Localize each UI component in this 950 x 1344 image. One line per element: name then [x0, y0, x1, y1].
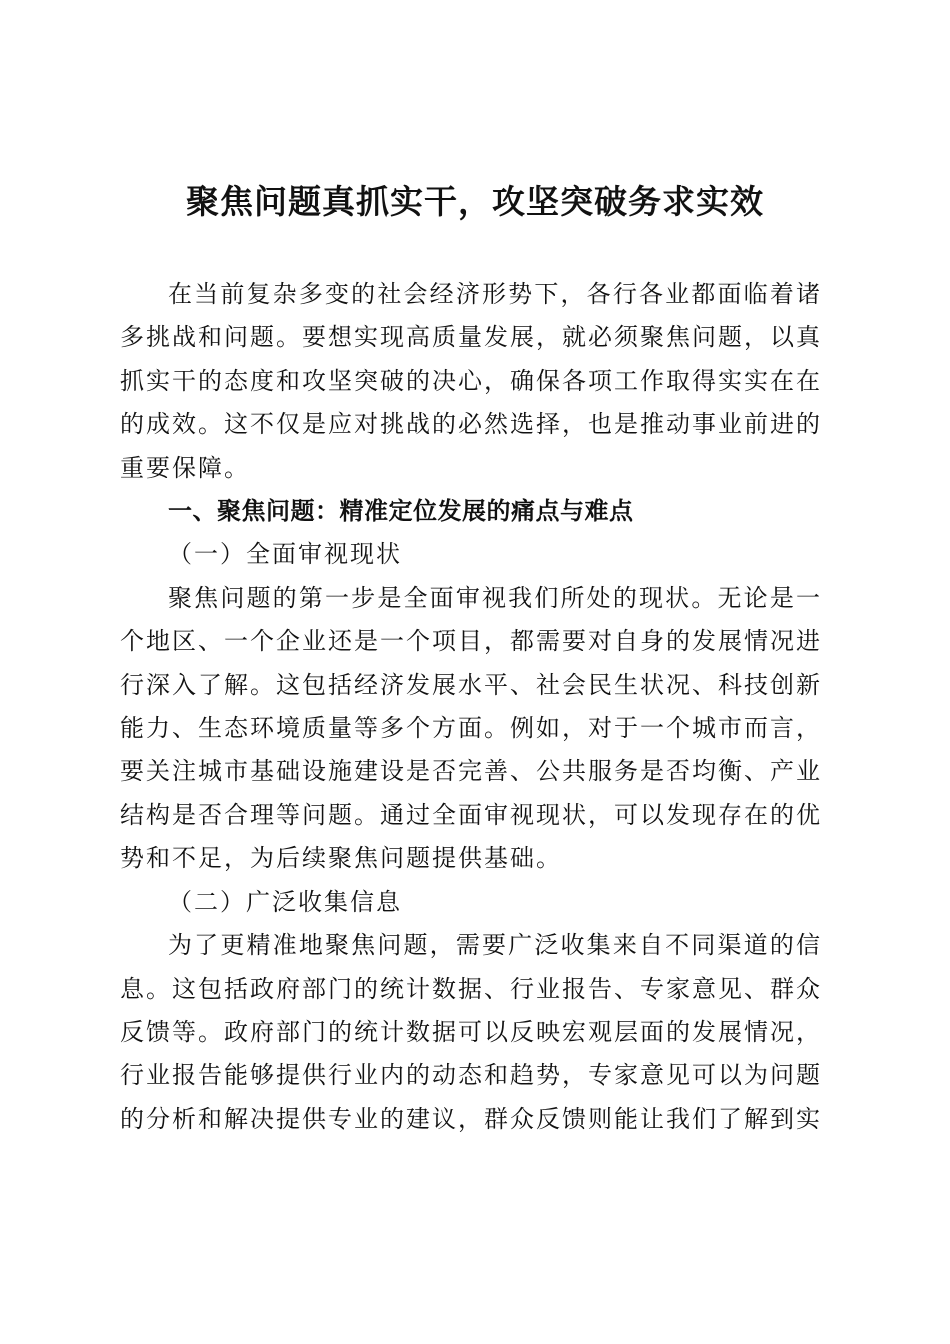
- subsection-1-heading: （一）全面审视现状: [168, 540, 402, 569]
- intro-paragraph: 在当前复杂多变的社会经济形势下，各行各业都面临着诸多挑战和问题。要想实现高质量发展，就必须聚焦问题，以真抓实干的态度和攻坚突破的决心，确保各项工作取得实实在在的成效。这不仅是应对挑战的必然选择，也是推动事业前进的重要保障。: [120, 280, 822, 482]
- document-title: 聚焦问题真抓实干，攻坚突破务求实效: [186, 182, 764, 221]
- subsection-2-paragraph: 为了更精准地聚焦问题，需要广泛收集来自不同渠道的信息。这包括政府部门的统计数据、行业报告、专家意见、群众反馈等。政府部门的统计数据可以反映宏观层面的发展情况，行业报告能够提供行业内的动态和趋势，专家意见可以为问题的分析和解决提供专业的建议，群众反馈则能让我们了解到实: [120, 931, 822, 1133]
- subsection-2-heading: （二）广泛收集信息: [168, 887, 402, 916]
- document-body: [120, 273, 822, 1141]
- subsection-1-paragraph: 聚焦问题的第一步是全面审视我们所处的现状。无论是一个地区、一个企业还是一个项目，都需要对自身的发展情况进行深入了解。这包括经济发展水平、社会民生状况、科技创新能力、生态环境质量等多个方面。例如，对于一个城市而言，要关注城市基础设施建设是否完善、公共服务是否均衡、产业结构是否合理等问题。通过全面审视现状，可以发现存在的优势和不足，为后续聚焦问题提供基础。: [120, 583, 822, 873]
- section-1-heading: 一、聚焦问题：精准定位发展的痛点与难点: [168, 497, 634, 526]
